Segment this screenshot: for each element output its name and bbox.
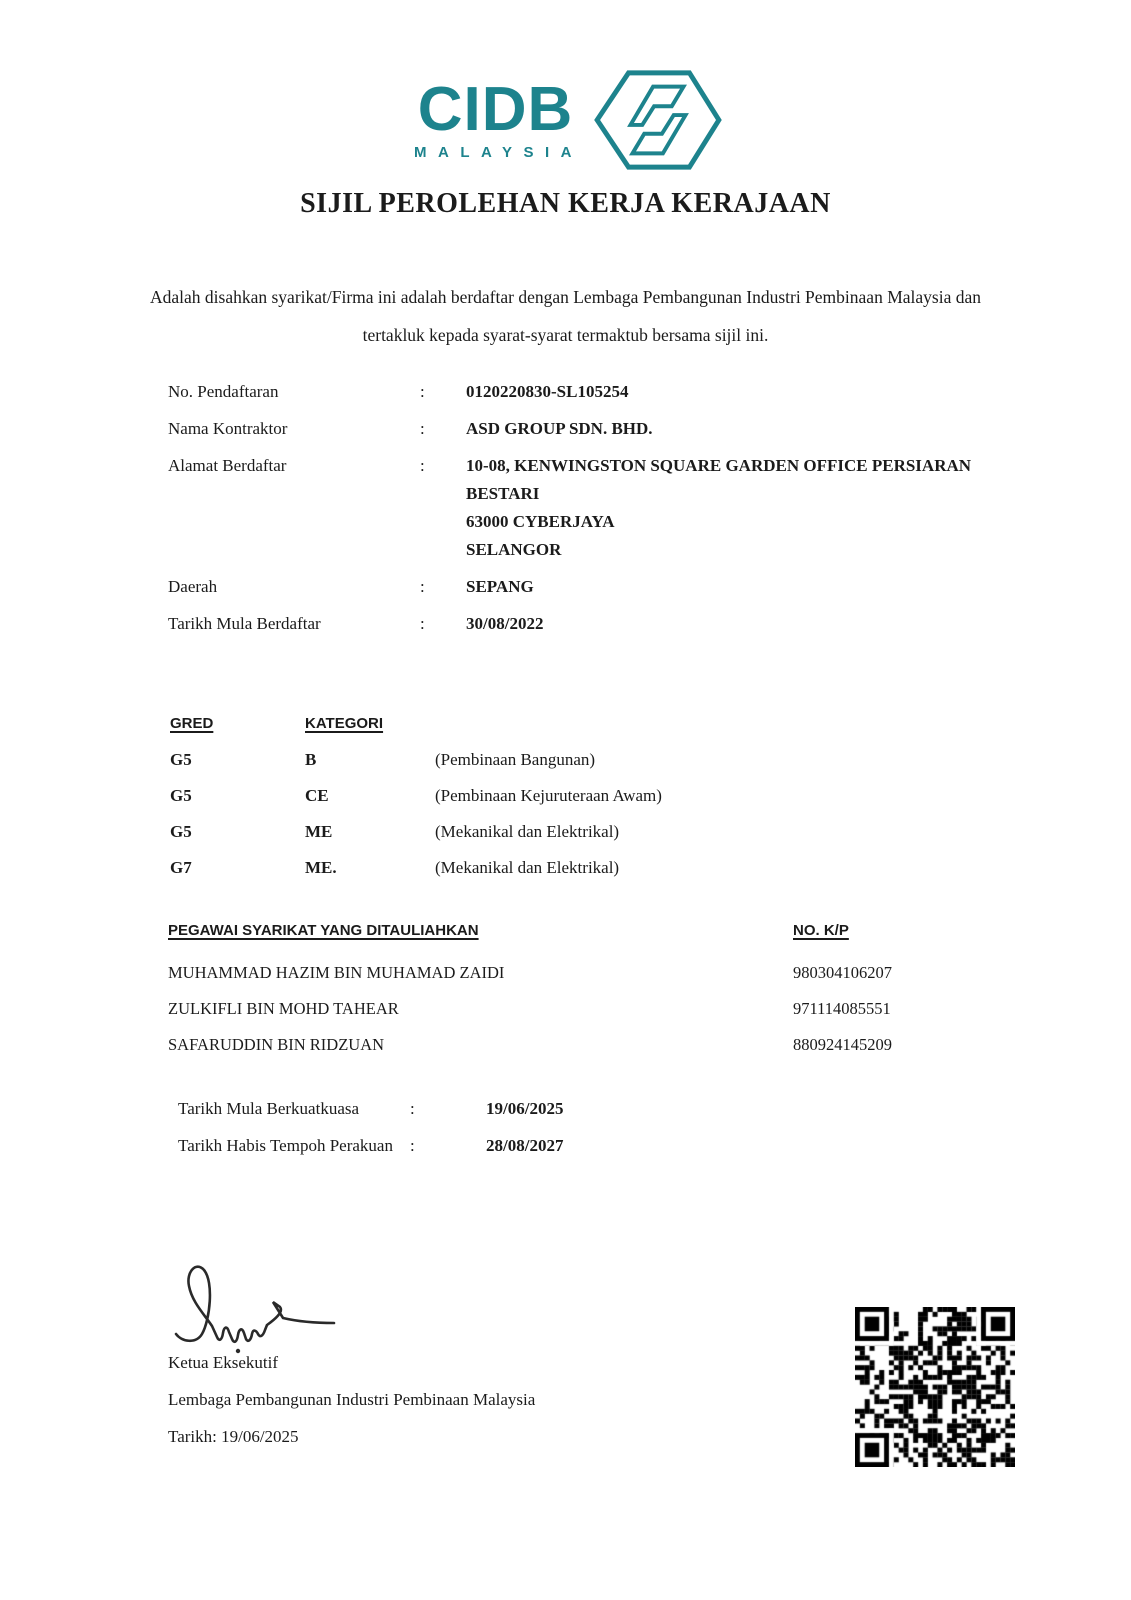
registered-address-value [466, 452, 1031, 564]
detail-label: Nama Kontraktor [168, 419, 288, 438]
grades-table-header [170, 710, 870, 738]
certificate-title: SIJIL PEROLEHAN KERJA KERAJAAN [300, 188, 831, 219]
grade-value: G7 [170, 858, 192, 877]
officers-ic-column-header: NO. K/P [793, 922, 849, 939]
detail-row-registered-address [168, 452, 1048, 564]
category-description: (Pembinaan Kejuruteraan Awam) [435, 786, 662, 805]
category-description: (Mekanikal dan Elektrikal) [435, 822, 620, 841]
address-line-3: SELANGOR [466, 540, 562, 559]
registration-start-date-value: 30/08/2022 [466, 614, 544, 633]
organization-name: Lembaga Pembangunan Industri Pembinaan Malaysia [168, 1390, 536, 1409]
district-value: SEPANG [466, 577, 534, 596]
category-code: ME. [305, 858, 337, 877]
cidb-country-text: MALAYSIA [414, 143, 583, 161]
address-line-2: 63000 CYBERJAYA [466, 512, 615, 531]
colon-separator: : [420, 577, 425, 596]
detail-row-contractor-name [168, 415, 1048, 443]
grade-value: G5 [170, 786, 192, 805]
validity-row-effective-date [178, 1095, 778, 1123]
issue-date: Tarikh: 19/06/2025 [168, 1427, 299, 1446]
validity-dates-section [178, 1095, 778, 1169]
category-description: (Pembinaan Bangunan) [435, 750, 596, 769]
kategori-column-header: KATEGORI [305, 715, 384, 732]
cidb-logo [0, 66, 1131, 174]
grade-value: G5 [170, 822, 192, 841]
grade-row [170, 818, 870, 846]
colon-separator: : [410, 1136, 415, 1155]
grade-row [170, 746, 870, 774]
colon-separator: : [410, 1099, 415, 1118]
colon-separator: : [420, 614, 425, 633]
validity-label: Tarikh Mula Berkuatkuasa [178, 1099, 360, 1118]
validity-label: Tarikh Habis Tempoh Perakuan [178, 1136, 393, 1155]
colon-separator: : [420, 419, 425, 438]
expiry-date-value: 28/08/2027 [486, 1136, 564, 1155]
grade-value: G5 [170, 750, 192, 769]
officer-row [168, 959, 968, 987]
officer-name: MUHAMMAD HAZIM BIN MUHAMAD ZAIDI [168, 963, 505, 982]
category-code: B [305, 750, 317, 769]
validity-row-expiry-date [178, 1132, 778, 1160]
officer-ic-number: 880924145209 [793, 1035, 892, 1054]
detail-row-registration-number [168, 378, 1048, 406]
officers-header [168, 917, 968, 945]
effective-date-value: 19/06/2025 [486, 1099, 564, 1118]
grade-row [170, 854, 870, 882]
detail-row-registration-start-date [168, 610, 1048, 638]
registration-details [168, 378, 1048, 647]
colon-separator: : [420, 456, 425, 475]
qr-code [855, 1307, 1015, 1467]
signature-image [162, 1244, 347, 1354]
address-line-1: 10-08, KENWINGSTON SQUARE GARDEN OFFICE PERSIARAN BESTARI [466, 456, 972, 503]
footer-signatory-block [168, 1344, 768, 1455]
officer-ic-number: 971114085551 [793, 999, 891, 1018]
colon-separator: : [420, 382, 425, 401]
officer-name: SAFARUDDIN BIN RIDZUAN [168, 1035, 385, 1054]
grades-table [170, 710, 870, 890]
officer-row [168, 995, 968, 1023]
officer-row [168, 1031, 968, 1059]
category-description: (Mekanikal dan Elektrikal) [435, 858, 620, 877]
cidb-hexagon-icon [593, 66, 723, 174]
detail-row-district [168, 573, 1048, 601]
detail-label: Alamat Berdaftar [168, 456, 287, 475]
detail-label: Daerah [168, 577, 218, 596]
registration-number-value: 0120220830-SL105254 [466, 382, 629, 401]
officer-name: ZULKIFLI BIN MOHD TAHEAR [168, 999, 399, 1018]
officer-ic-number: 980304106207 [793, 963, 892, 982]
gred-column-header: GRED [170, 715, 214, 732]
detail-label: Tarikh Mula Berdaftar [168, 614, 321, 633]
detail-label: No. Pendaftaran [168, 382, 279, 401]
authorized-officers-section [168, 917, 968, 1067]
certification-statement: Adalah disahkan syarikat/Firma ini adalah berdaftar dengan Lembaga Pembangunan Industri Pembinaan Malaysia dan tertakluk kepada syarat-syarat termaktub bersama sijil ini. [150, 287, 981, 345]
category-code: ME [305, 822, 333, 841]
officers-name-column-header: PEGAWAI SYARIKAT YANG DITAULIAHKAN [168, 922, 479, 939]
contractor-name-value: ASD GROUP SDN. BHD. [466, 419, 653, 438]
signer-title: Ketua Eksekutif [168, 1353, 278, 1372]
grade-row [170, 782, 870, 810]
cidb-logo-text [408, 74, 583, 161]
cidb-brand-text: CIDB [417, 74, 574, 144]
category-code: CE [305, 786, 329, 805]
